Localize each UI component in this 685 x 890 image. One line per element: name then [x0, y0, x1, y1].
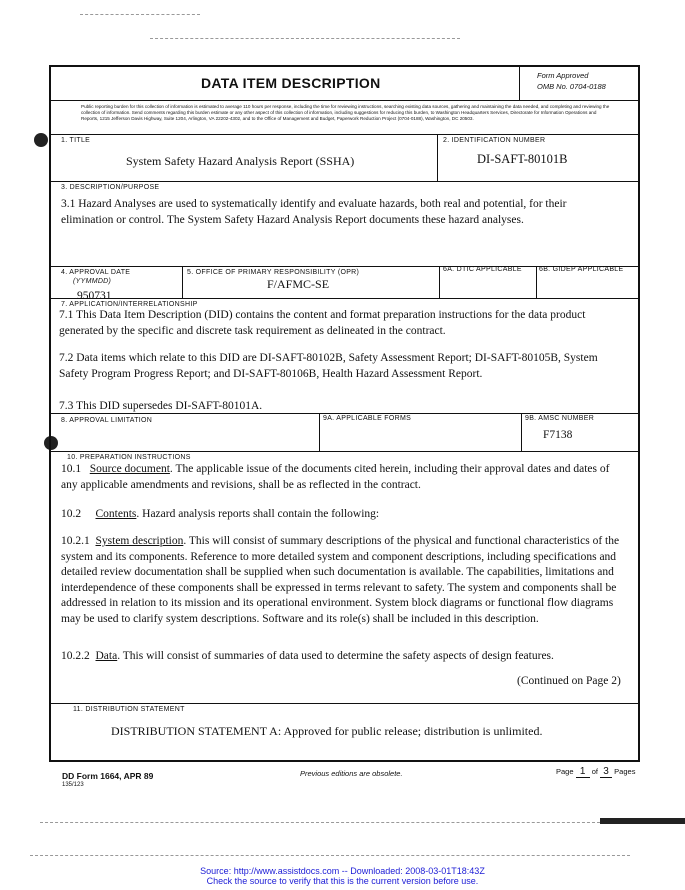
paragraph-10-2-2-heading: Data: [95, 650, 118, 662]
page-number: 1: [576, 766, 590, 778]
opr-value: F/AFMC-SE: [267, 277, 330, 291]
page-indicator: [556, 766, 635, 778]
data-item-description-form: [49, 65, 640, 762]
dd-form-number: DD Form 1664, APR 89: [62, 771, 154, 781]
scan-artifact-bottom: [40, 822, 600, 823]
scan-artifact-bar: [600, 818, 685, 824]
paragraph-10-2-heading: Contents: [95, 508, 137, 520]
gidep-applicable-label: 6B. GIDEP APPLICABLE: [539, 266, 624, 273]
application-paragraph-7-2: 7.2 Data items which relate to this DID are DI-SAFT-80102B, Safety Assessment Report; DI-SAFT-80105B, System Safety Program Progress Report; and DI-SAFT-80106B, Health Hazard Assessment Report.: [59, 352, 598, 380]
approval-date-sublabel: (YYMMDD): [73, 278, 112, 285]
source-line-2: Check the source to verify that this is the current version before use.: [206, 876, 479, 886]
title-label: 1. TITLE: [61, 137, 91, 144]
previous-editions-note: Previous editions are obsolete.: [300, 769, 403, 778]
amsc-number-label: 9B. AMSC NUMBER: [525, 415, 595, 422]
scan-artifact-top-2: [80, 14, 200, 15]
paragraph-10-1-number: 10.1: [61, 463, 82, 475]
paragraph-10-2-1: [61, 534, 633, 627]
pages-word: Pages: [614, 767, 636, 776]
application-paragraph-7-3: 7.3 This DID supersedes DI-SAFT-80101A.: [59, 400, 263, 412]
source-line-1[interactable]: Source: http://www.assistdocs.com -- Downloaded: 2008-03-01T18:43Z: [200, 866, 485, 876]
application-paragraph-7-1: 7.1 This Data Item Description (DID) contains the content and format preparation instructions for the data product generated by the specific and discrete task requirement as delineated in the contract.: [59, 309, 586, 337]
paragraph-10-2-1-number: 10.2.1: [61, 535, 90, 547]
paragraph-10-2-text: . Hazard analysis reports shall contain the following:: [136, 508, 380, 520]
page-total: 3: [600, 766, 612, 778]
opr-label: 5. OFFICE OF PRIMARY RESPONSIBILITY (OPR): [187, 269, 360, 276]
paragraph-10-1-text: . The applicable issue of the documents cited herein, including their approval dates and dates of any applicable amendments and revisions, shall be as reflected in the contract.: [61, 463, 610, 491]
identification-number-label: 2. IDENTIFICATION NUMBER: [443, 137, 546, 144]
title-value: System Safety Hazard Analysis Report (SSHA): [126, 154, 355, 168]
burden-statement: Public reporting burden for this collection of information is estimated to average 110 hours per response, including the time for reviewing instructions, searching existing data sources, gathering and maintaining the data needed, and completing and reviewing the collection of information. Send comments regarding this burden estimate or any other aspect of this collection of information, including suggestions for reducing this burden, to Washington Headquarters Services, Directorate for Information Operations and Reports, 1215 Jefferson Davis Highway, Suite 1204, Arlington, VA 22202-4302, and to the Office of Management and Budget, Paperwork Reduction Project (0704-0188), Washington, DC 20503.: [81, 104, 610, 121]
application-label: 7. APPLICATION/INTERRELATIONSHIP: [61, 301, 198, 308]
of-word: of: [591, 767, 598, 776]
scan-artifact-bottom-2: [30, 855, 630, 856]
amsc-number-value: F7138: [543, 429, 573, 441]
paragraph-10-2: [61, 507, 626, 523]
continued-note: (Continued on Page 2): [517, 675, 621, 687]
paragraph-10-2-2-number: 10.2.2: [61, 650, 90, 662]
paragraph-10-1: [61, 462, 626, 493]
dd-form-code: 135/123: [62, 782, 84, 788]
paragraph-10-2-1-heading: System description: [95, 535, 184, 547]
preparation-instructions-label: 10. PREPARATION INSTRUCTIONS: [67, 454, 191, 461]
form-approved-label: Form Approved: [537, 71, 589, 80]
paragraph-10-2-2-text: . This will consist of summaries of data used to determine the safety aspects of design features.: [117, 650, 554, 662]
scan-artifact-top: [150, 38, 460, 39]
form-title: DATA ITEM DESCRIPTION: [201, 75, 381, 91]
page-word: Page: [556, 767, 574, 776]
approval-date-value: 950731: [77, 290, 112, 302]
paragraph-10-2-2: [61, 649, 633, 665]
dtic-applicable-label: 6A. DTIC APPLICABLE: [443, 266, 522, 273]
description-purpose-text: 3.1 Hazard Analyses are used to systematically identify and evaluate hazards, both real and potential, for their elimination or control. The System Safety Hazard Analysis Report documents these hazard analyses.: [61, 198, 567, 226]
approval-limitation-label: 8. APPROVAL LIMITATION: [61, 417, 153, 424]
distribution-statement-text: DISTRIBUTION STATEMENT A: Approved for public release; distribution is unlimited.: [111, 724, 543, 738]
omb-number: OMB No. 0704-0188: [537, 82, 606, 91]
hole-punch-mark-1: [34, 133, 48, 147]
distribution-statement-label: 11. DISTRIBUTION STATEMENT: [73, 706, 185, 713]
approval-date-label: 4. APPROVAL DATE: [61, 269, 131, 276]
applicable-forms-label: 9A. APPLICABLE FORMS: [323, 415, 412, 422]
paragraph-10-2-number: 10.2: [61, 508, 82, 520]
identification-number-value: DI-SAFT-80101B: [477, 152, 568, 166]
paragraph-10-2-1-text: . This will consist of summary descriptions of the physical and functional characteristics of the system and its components. Reference to more detailed system and component descriptions, including specifications and detailed review documentation shall be supplied when such documentation is available. The capabilities, limitations and interdependence of these components shall be expressed in terms relevant to safety. The system and components shall be addressed in relation to its mission and its operational environment. System block diagrams or functional flow diagrams may be used to clarify system descriptions. Software and its role(s) shall be included in this description.: [61, 535, 620, 625]
paragraph-10-1-heading: Source document: [89, 463, 170, 475]
description-purpose-label: 3. DESCRIPTION/PURPOSE: [61, 184, 160, 191]
